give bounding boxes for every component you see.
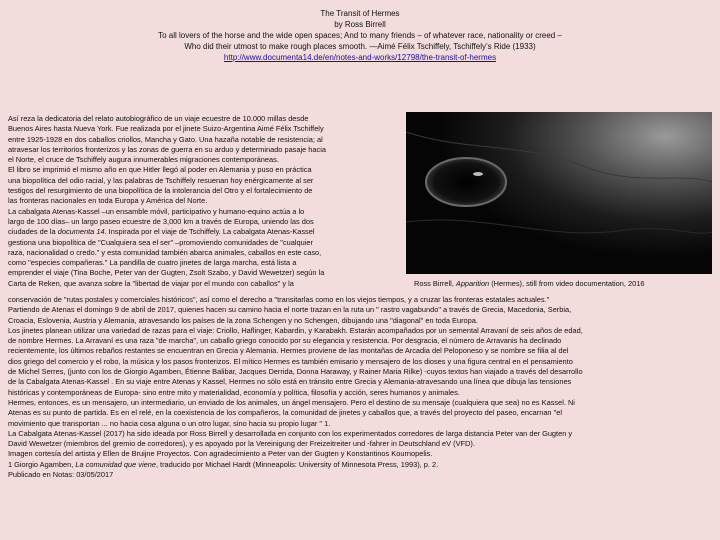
source-link[interactable]: http://www.documenta14.de/en/notes-and-works/12798/the-transit-of-hermes	[223, 53, 497, 62]
header	[0, 8, 720, 63]
text-line: emprender el viaje (Tina Boche, Peter van der Gugten, Zsolt Szabo, y David Wewetzer) según la	[8, 268, 325, 278]
text-line: de Michel Serres, (junto con los de Giorgio Agamben, Étienne Balibar, Jacques Derrida, Donna Haraway, y Rainer Maria Rilke) -cuyos textos han viajado a través del desarrollo	[8, 367, 583, 377]
text-line: La Cabalgata Atenas-Kassel (2017) ha sido ideada por Ross Birrell y desarrollada en conjunto con los experimentados corredores de larga distancia Peter van der Gugten y	[8, 428, 573, 438]
text-line	[8, 227, 406, 237]
text-line: Imagen cortesía del artista y Ellen de Bruijne Proyectos. Con agradecimiento a Peter van der Gugten y Konstantinos Kournopelis.	[8, 449, 433, 459]
text-line: raza, nacionalidad o credo." y esta comunidad también abarca animales, caballos en este caso,	[8, 247, 322, 257]
footnote-prefix: 1 Giorgio Agamben,	[8, 459, 76, 469]
text-line: una biopolítica del odio racial, y las palabras de Tschiffely resuenan hoy enérgicamente al ser	[8, 175, 314, 185]
text-line: El libro se imprimió el mismo año en que Hitler llegó al poder en Alemania y puso en práctica	[8, 165, 312, 175]
documenta-title: documenta 14	[57, 227, 105, 237]
text-line: Así reza la dedicatoria del relato autobiográfico de un viaje ecuestre de 10.000 millas desde	[8, 114, 309, 123]
text-line: La cabalgata Atenas-Kassel –un ensamble móvil, participativo y humano-equino actúa a lo	[8, 206, 305, 216]
text-line: como "especies compañeras." La pandilla de cuatro jinetes de larga marcha, está lista a	[8, 258, 297, 268]
caption-suffix: (Hermes), still from video documentation, 2016	[489, 279, 645, 288]
text-line: el Norte, el cruce de Tschiffely augura innumerables migraciones contemporáneas.	[8, 155, 279, 165]
horse-eye-photo	[406, 112, 712, 274]
dedication-line-2: Who did their utmost to make rough places smooth. —Aimé Félix Tschiffely, Tschiffely’s Ride (1933)	[184, 42, 536, 51]
text-line: Croacia, Eslovenia, Austria y Alemania, atravesando los países de la zona Schengen y no Schengen, dibujando una "diagonal" en toda Europa.	[8, 315, 478, 325]
text-line: recientemente, los últimos rebaños restantes se encuentran en Grecia y Alemania. Hermes proviene de las montañas de Arcadia del Peloponeso y se nombre se filia al del	[8, 346, 569, 356]
intro-text	[8, 114, 406, 289]
photo-caption	[414, 279, 714, 289]
text-line: conservación de "rutas postales y comerciales históricos", así como el derecho a "transitarlas como en los viejos tiempos, y a cruzar las fronteras estatales actuales."	[8, 295, 550, 304]
text-line: atravesar los territorios fronterizos y las zonas de guerra en su arduo y determinado pasaje hacia	[8, 144, 326, 154]
footnote-book-title: La comunidad que viene	[75, 459, 156, 469]
horse-eye-image	[406, 112, 712, 274]
text-line: Los jinetes planean utilizar una variedad de razas para el viaje: Criollo, Haflinger, Kabardin, y Karabakh. Estarán acompañados por un semental Arravaní de seis años de edad,	[8, 325, 583, 335]
published-date: Publicado en Notas: 03/05/2017	[8, 470, 114, 480]
text-line: Hermes, entonces, es un mensajero, un intermediario, un enviado de los animales, un ángel mensajero. Pero el destino de su mensaje (cualquiera que sea) no es Kassel. Ni	[8, 397, 575, 407]
text-span: ciudades de la	[8, 227, 58, 237]
footnote-suffix: , traducido por Michael Hardt (Minneapolis: University of Minnesota Press, 1993), p. 2.	[155, 459, 439, 469]
text-line: Carta de Reken, que avanza sobre la "libertad de viajar por el mundo con caballos" y la	[8, 278, 294, 288]
text-line: Atenas es su punto de partida. Es en el relé, en la coexistencia de los compañeros, la comunidad de jinetes y caballos que, a través del proyecto del paseo, encarnan "el	[8, 408, 562, 418]
text-line: gestiona una biopolítica de "Cualquiera sea el ser" –promoviendo comunidades de "cualquier	[8, 237, 313, 247]
dedication-line-1: To all lovers of the horse and the wide open spaces; And to many friends – of whatever race, nationality or creed –	[158, 31, 562, 40]
text-line: las fronteras nacionales en toda Europa y América del Norte.	[8, 196, 208, 206]
footnote	[8, 460, 712, 470]
text-line: de nombre Hermes. La Arravaní es una raza "de marcha", un caballo griego conocido por su elegancia y resistencia. Por desgracia, el número de Arravanis ha declinado	[8, 336, 562, 346]
text-line: David Wewetzer (miembros del gremio de corredores), y es apoyado por la Vereinigung der Freizeitreiter und -fahrer in Deutschland eV (VFD).	[8, 439, 475, 449]
text-line: dios griego del comercio y el robo, la música y los pasos fronterizos. El mítico Hermes es también emisario y mensajero de los dioses y una figura central en el pensamiento	[8, 356, 573, 366]
body-text	[8, 295, 712, 480]
caption-prefix: Ross Birrell,	[414, 279, 456, 288]
page-title: The Transit of Hermes	[320, 9, 400, 18]
text-line: largo de 100 días– un largo paseo ecuestre de 3,000 km a través de Europa, uniendo las dos	[8, 216, 314, 226]
text-span: . Inspirada por el viaje de Tschiffely. La cabalgata Atenas-Kassel	[104, 227, 315, 237]
byline: by Ross Birrell	[334, 20, 386, 29]
text-line: históricas y contemporáneas de Europa- sino entre mito y materialidad, economía y política, filosofía y acción, seres humanos y animales.	[8, 387, 460, 397]
caption-work-title: Apparition	[455, 279, 490, 288]
text-line: de la Cabalgata Atenas-Kassel . En su viaje entre Atenas y Kassel, Hermes no sólo está en tránsito entre Grecia y Alemania-atravesando una línea que dibuja las tensiones	[8, 377, 572, 387]
text-line: movimiento que transportan ... no hacia cosa alguna o un otro lugar, sino hacia su propio lugar " 1.	[8, 418, 331, 428]
text-line: Buenos Aires hasta Nueva York. Fue realizada por el jinete Suizo-Argentina Aimé Félix Tschiffely	[8, 124, 324, 134]
text-line: Partiendo de Atenas el domingo 9 de abril de 2017, quienes hacen su camino hacia el norte trazan en la ruta un " rastro vagabundo" a través de Grecia, Macedonia, Serbia,	[8, 305, 572, 315]
text-line: testigos del resurgimiento de una biopolítica de la intolerancia del Otro y el fortalecimiento de	[8, 186, 313, 196]
text-line: entre 1925-1928 en dos caballos criollos, Mancha y Gato. Una hazaña notable de resistencia; al	[8, 134, 323, 144]
